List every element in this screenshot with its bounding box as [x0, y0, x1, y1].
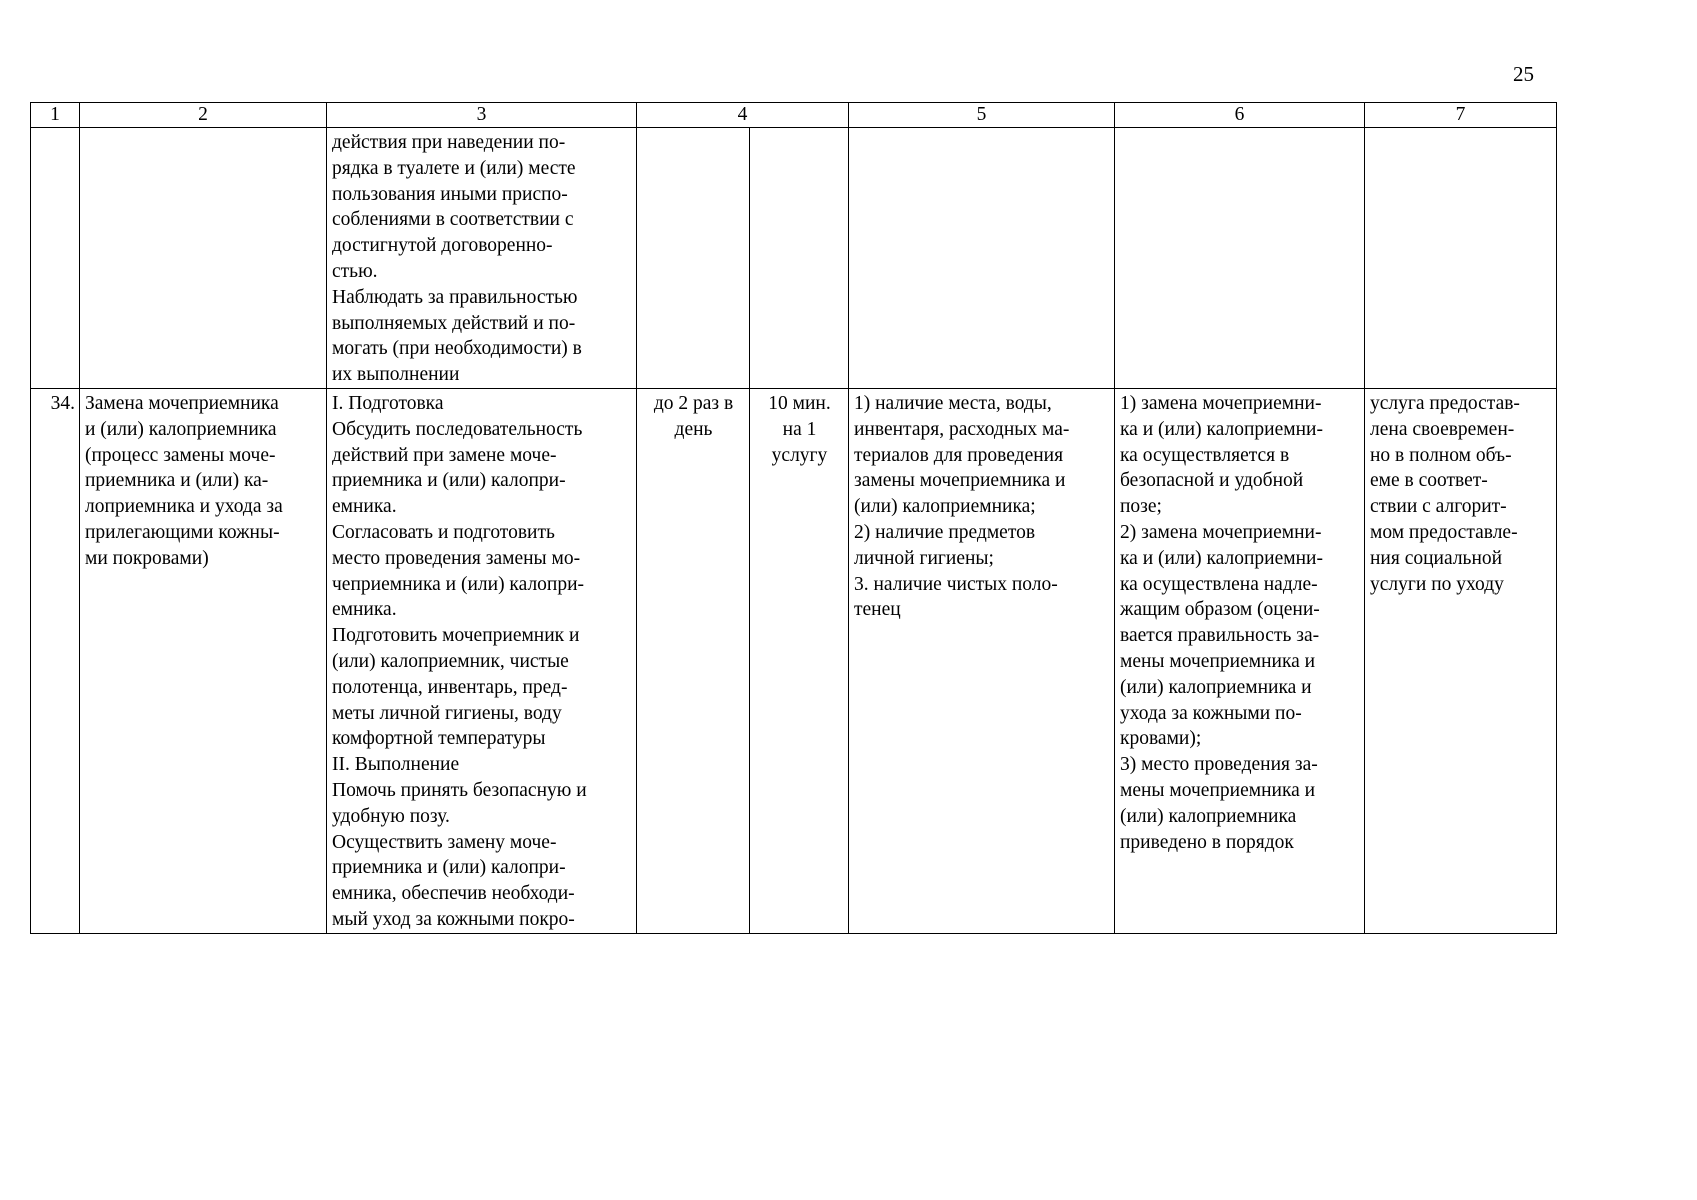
header-col-7: 7: [1365, 103, 1557, 128]
cell-frequency: [637, 389, 750, 934]
text-line: рядка в туалете и (или) месте: [332, 157, 576, 179]
text-line: пользования иными приспо-: [332, 183, 568, 205]
text-line: позе;: [1120, 496, 1162, 518]
text-line: 3) место проведения за-: [1120, 754, 1318, 776]
cell-duration: [750, 389, 849, 934]
header-col-1: 1: [31, 103, 80, 128]
text-line: емника, обеспечив необходи-: [332, 883, 575, 905]
text-line: прилегающими кожны-: [85, 521, 280, 543]
text-line: соблениями в соответствии с: [332, 209, 574, 231]
text-line: кровами);: [1120, 728, 1202, 750]
cell-indicators: [1115, 128, 1365, 389]
text-line: I. Подготовка: [332, 393, 444, 414]
text-line: вается правильность за-: [1120, 625, 1320, 647]
text-line: полотенца, инвентарь, пред-: [332, 676, 568, 698]
text-line: замены мочеприемника и: [854, 470, 1066, 492]
text-line: ка осуществляется в: [1120, 444, 1290, 466]
text-line: услуга предостав-: [1370, 393, 1520, 414]
cell-service-content: [327, 389, 637, 934]
cell-evaluation: [1365, 128, 1557, 389]
text-line: комфортной температуры: [332, 728, 546, 750]
header-col-2: 2: [80, 103, 327, 128]
text-line: ми покровами): [85, 547, 209, 569]
text-line: Помочь принять безопасную и: [332, 779, 587, 801]
text-line: приемника и (или) ка-: [85, 470, 269, 492]
text-line: услуги по уходу: [1370, 573, 1504, 595]
text-line: ухода за кожными по-: [1120, 702, 1302, 724]
text-line: жащим образом (оцени-: [1120, 599, 1320, 621]
cell-conditions: [849, 389, 1115, 934]
text-line: 2) замена мочеприемни-: [1120, 521, 1322, 543]
text-line: ния социальной: [1370, 547, 1503, 569]
text-line: емника.: [332, 496, 397, 518]
text-line: ка и (или) калоприемни-: [1120, 418, 1323, 440]
text-line: (или) калоприемник, чистые: [332, 650, 569, 672]
text-line: (или) калоприемника и: [1120, 676, 1312, 698]
text-line: удобную позу.: [332, 805, 450, 827]
text-line: мены мочеприемника и: [1120, 779, 1316, 801]
header-col-6: 6: [1115, 103, 1365, 128]
text-line: еме в соответ-: [1370, 470, 1488, 492]
text-line: безопасной и удобной: [1120, 470, 1304, 492]
text-line: Осуществить замену моче-: [332, 831, 557, 853]
text-line: Наблюдать за правильностью: [332, 286, 578, 308]
header-col-4: 4: [637, 103, 849, 128]
text-line: инвентаря, расходных ма-: [854, 418, 1070, 440]
text-line: Обсудить последовательность: [332, 418, 583, 440]
text-line: 3. наличие чистых поло-: [854, 573, 1058, 595]
text-line: емника.: [332, 599, 397, 621]
text-line: 1) наличие места, воды,: [854, 393, 1052, 414]
text-line: стью.: [332, 260, 378, 282]
text-line: ка осуществлена надле-: [1120, 573, 1318, 595]
cell-frequency: [637, 128, 750, 389]
text-line: ствии с алгорит-: [1370, 496, 1507, 518]
text-line: (процесс замены моче-: [85, 444, 276, 466]
text-line: тенец: [854, 599, 901, 621]
services-table: [30, 102, 1557, 934]
table-row-continuation: [31, 128, 1557, 389]
text-line: действия при наведении по-: [332, 132, 566, 153]
text-line: действий при замене моче-: [332, 444, 557, 466]
header-col-3: 3: [327, 103, 637, 128]
page-number: 25: [1513, 62, 1534, 86]
text-line: ка и (или) калоприемни-: [1120, 547, 1323, 569]
text-line: лоприемника и ухода за: [85, 496, 283, 518]
text-line: и (или) калоприемника: [85, 418, 277, 440]
header-row: [31, 103, 1557, 128]
text-line: Согласовать и подготовить: [332, 521, 555, 543]
text-line: чеприемника и (или) калопри-: [332, 573, 585, 595]
text-line: место проведения замены мо-: [332, 547, 581, 569]
cell-service-name: [80, 389, 327, 934]
text-line: день: [674, 418, 713, 440]
text-line: лена своевремен-: [1370, 418, 1515, 440]
text-line: приемника и (или) калопри-: [332, 857, 566, 879]
text-line: достигнутой договоренно-: [332, 235, 553, 257]
cell-duration: [750, 128, 849, 389]
cell-number: 34.: [31, 389, 80, 934]
cell-indicators: [1115, 389, 1365, 934]
text-line: но в полном объ-: [1370, 444, 1512, 466]
text-line: могать (при необходимости) в: [332, 338, 582, 360]
text-line: (или) калоприемника;: [854, 496, 1036, 518]
text-line: II. Выполнение: [332, 754, 460, 776]
text-line: Замена мочеприемника: [85, 393, 279, 414]
text-line: (или) калоприемника: [1120, 805, 1297, 827]
cell-number: [31, 128, 80, 389]
table-row-34: [31, 389, 1557, 934]
text-line: до 2 раз в: [653, 393, 734, 414]
text-line: Подготовить мочеприемник и: [332, 625, 580, 647]
text-line: 2) наличие предметов: [854, 521, 1036, 543]
text-line: мый уход за кожными покро-: [332, 908, 575, 930]
text-line: 1) замена мочеприемни-: [1120, 393, 1322, 414]
text-line: меты личной гигиены, воду: [332, 702, 562, 724]
text-line: их выполнении: [332, 364, 460, 386]
text-line: услугу: [771, 444, 828, 466]
text-line: териалов для проведения: [854, 444, 1064, 466]
text-line: мены мочеприемника и: [1120, 650, 1316, 672]
text-line: приемника и (или) калопри-: [332, 470, 566, 492]
text-line: на 1: [782, 418, 817, 440]
cell-service-name: [80, 128, 327, 389]
cell-conditions: [849, 128, 1115, 389]
text-line: 10 мин.: [768, 393, 831, 414]
text-line: личной гигиены;: [854, 547, 994, 569]
text-line: выполняемых действий и по-: [332, 312, 576, 334]
text-line: приведено в порядок: [1120, 831, 1294, 853]
cell-evaluation: [1365, 389, 1557, 934]
header-col-5: 5: [849, 103, 1115, 128]
cell-service-content: [327, 128, 637, 389]
text-line: мом предоставле-: [1370, 521, 1518, 543]
